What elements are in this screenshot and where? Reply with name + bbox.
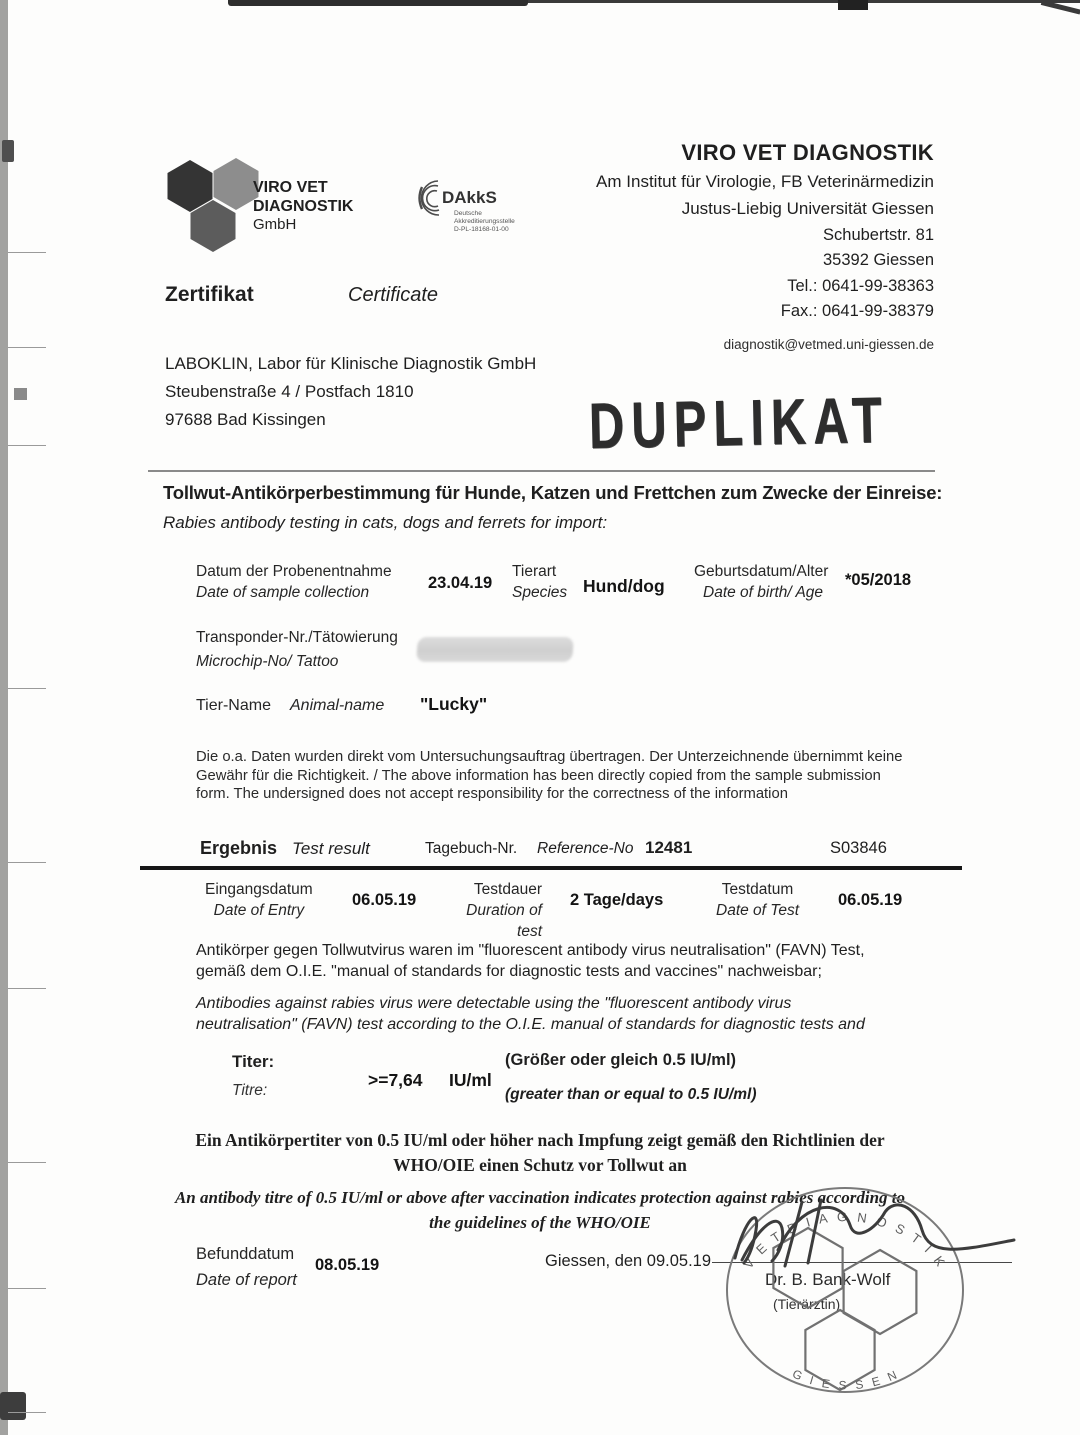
titer-threshold-en: (greater than or equal to 0.5 IU/ml) bbox=[505, 1086, 757, 1103]
logo-line2: DIAGNOSTIK bbox=[253, 198, 354, 216]
org-email: diagnostik@vetmed.uni-giessen.de bbox=[723, 337, 934, 352]
titer-threshold-de: (Größer oder gleich 0.5 IU/ml) bbox=[505, 1051, 737, 1069]
scan-left-edge bbox=[0, 0, 8, 1435]
testdate-label: Testdatum Date of Test bbox=[716, 881, 800, 919]
certificate-label-en: Certificate bbox=[348, 284, 439, 306]
viro-vet-hexagon-logo-icon bbox=[163, 158, 265, 270]
letterhead bbox=[596, 140, 934, 352]
titer-label-de: Titer: bbox=[232, 1052, 275, 1071]
birth-label: Geburtsdatum/Alter Date of birth/ Age bbox=[694, 563, 829, 601]
result-heading-de: Ergebnis bbox=[200, 838, 278, 858]
findings-en-line: neutralisation" (FAVN) test according to the O.I.E. manual of standards for diagnostic tests and bbox=[196, 1016, 865, 1034]
scan-tick bbox=[8, 347, 46, 348]
separator-line bbox=[148, 470, 935, 472]
recipient-address bbox=[165, 350, 536, 434]
svg-text:V E T D I A G N O S T I K: V E T D I A G N O S T I K bbox=[740, 1209, 950, 1272]
entry-value: 06.05.19 bbox=[352, 891, 417, 909]
org-street: Schubertstr. 81 bbox=[823, 226, 934, 244]
logo-text bbox=[253, 178, 353, 234]
dakks-logo-icon bbox=[408, 175, 558, 241]
scan-tick bbox=[8, 252, 46, 253]
statement-en-line: the guidelines of the WHO/OIE bbox=[429, 1212, 651, 1232]
findings-en-line: Antibodies against rabies virus were detectable using the "fluorescent antibody virus bbox=[196, 995, 792, 1012]
svg-text:G I E S S E N: G I E S S E N bbox=[790, 1366, 902, 1393]
recipient-line2: Steubenstraße 4 / Postfach 1810 bbox=[165, 382, 414, 402]
scan-tick bbox=[8, 1412, 46, 1413]
org-tel: Tel.: 0641-99-38363 bbox=[787, 277, 934, 295]
signature-line bbox=[712, 1262, 1012, 1263]
scan-artifact bbox=[0, 1392, 26, 1420]
statement-en-line: An antibody titre of 0.5 IU/ml or above after vaccination indicates protection against rabies according to bbox=[174, 1188, 906, 1207]
microchip-label: Transponder-Nr./Tätowierung Microchip-No/ Tattoo bbox=[196, 629, 398, 670]
result-divider bbox=[140, 866, 962, 870]
document-title-en: Rabies antibody testing in cats, dogs and ferrets for import: bbox=[163, 513, 608, 532]
svg-text:DAkkS: DAkkS bbox=[442, 188, 497, 207]
scan-artifact bbox=[14, 388, 27, 400]
svg-text:Deutsche: Deutsche bbox=[454, 210, 482, 217]
org-fax: Fax.: 0641-99-38379 bbox=[780, 302, 934, 320]
scan-tick bbox=[8, 1288, 46, 1289]
org-university: Justus-Liebig Universität Giessen bbox=[681, 199, 934, 218]
disclaimer-line: form. The undersigned does not accept responsibility for the correctness of the information bbox=[196, 786, 788, 803]
animal-name-label-de: Tier-Name bbox=[196, 697, 271, 714]
statement-de-line: WHO/OIE einen Schutz vor Tollwut an bbox=[393, 1155, 687, 1176]
result-heading-en: Test result bbox=[292, 839, 370, 858]
disclaimer bbox=[196, 748, 903, 804]
document-title-de: Tollwut-Antikörperbestimmung für Hunde, Katzen und Frettchen zum Zwecke der Einreise: bbox=[163, 482, 943, 503]
entry-label: Eingangsdatum Date of Entry bbox=[205, 881, 313, 919]
birth-value: *05/2018 bbox=[845, 571, 912, 589]
titer-value: >=7,64 bbox=[368, 1070, 423, 1090]
ref-label-en: Reference-No bbox=[537, 840, 634, 857]
svg-text:Akkreditierungsstelle: Akkreditierungsstelle bbox=[454, 218, 515, 225]
statement-de bbox=[140, 1128, 940, 1179]
ref-value: 12481 bbox=[645, 838, 693, 857]
sample-code: S03846 bbox=[830, 839, 887, 857]
scan-tick bbox=[8, 445, 46, 446]
collection-value: 23.04.19 bbox=[428, 574, 493, 592]
animal-name-label-en: Animal-name bbox=[290, 697, 385, 714]
animal-name-value: "Lucky" bbox=[420, 694, 488, 714]
report-date-label: Befunddatum Date of report bbox=[196, 1245, 297, 1290]
duplikat-stamp: DUPLIKAT bbox=[588, 385, 890, 463]
scan-top-blob bbox=[838, 0, 868, 10]
findings-de-line: Antikörper gegen Tollwutvirus waren im "fluorescent antibody virus neutralisation" (FAVN) Test, bbox=[196, 942, 865, 959]
disclaimer-line: Gewähr für die Richtigkeit. / The above information has been directly copied from the sample submission bbox=[196, 767, 881, 784]
recipient-line1: LABOKLIN, Labor für Klinische Diagnostik GmbH bbox=[165, 354, 537, 373]
findings-de bbox=[196, 940, 865, 982]
scan-tick bbox=[8, 988, 46, 989]
species-value: Hund/dog bbox=[583, 576, 665, 596]
recipient-line3: 97688 Bad Kissingen bbox=[165, 410, 326, 430]
duration-value: 2 Tage/days bbox=[570, 891, 664, 909]
testdate-value: 06.05.19 bbox=[838, 891, 903, 909]
collection-label: Datum der Probenentnahme Date of sample collection bbox=[196, 563, 392, 601]
place-date: Giessen, den 09.05.19 bbox=[545, 1252, 712, 1270]
scan-tick bbox=[8, 862, 46, 863]
signer-title: (Tierärztin) bbox=[773, 1296, 841, 1312]
statement-en bbox=[140, 1186, 940, 1235]
titer-unit: IU/ml bbox=[449, 1070, 492, 1090]
scan-top-edge-thick bbox=[228, 0, 528, 6]
statement-de-line: Ein Antikörpertiter von 0.5 IU/ml oder höher nach Impfung zeigt gemäß den Richtlinien der bbox=[195, 1130, 885, 1150]
certificate-label-de: Zertifikat bbox=[165, 283, 254, 306]
species-label: Tierart Species bbox=[512, 563, 568, 601]
ref-label-de: Tagebuch-Nr. bbox=[425, 840, 518, 857]
findings-de-line: gemäß dem O.I.E. "manual of standards for diagnostic tests and vaccines" nachweisbar; bbox=[196, 963, 822, 981]
logo-line1: VIRO VET bbox=[253, 179, 328, 196]
logo-line3: GmbH bbox=[253, 216, 297, 234]
signer-name: Dr. B. Bank-Wolf bbox=[765, 1270, 891, 1289]
microchip-redacted-value bbox=[416, 637, 574, 662]
svg-text:D-PL-18168-01-00: D-PL-18168-01-00 bbox=[454, 226, 509, 233]
org-city: 35392 Giessen bbox=[823, 251, 934, 269]
titer-label-en: Titre: bbox=[232, 1082, 268, 1099]
report-date-value: 08.05.19 bbox=[315, 1256, 380, 1274]
org-name: VIRO VET DIAGNOSTIK bbox=[681, 140, 934, 165]
disclaimer-line: Die o.a. Daten wurden direkt vom Untersuchungsauftrag übertragen. Der Unterzeichnende übernimmt keine bbox=[196, 749, 903, 765]
duration-label: Testdauer Duration of test bbox=[466, 881, 542, 940]
scan-artifact bbox=[2, 140, 14, 162]
scan-tick bbox=[8, 688, 46, 689]
findings-en bbox=[196, 993, 865, 1035]
scan-tick bbox=[8, 1162, 46, 1163]
org-institute: Am Institut für Virologie, FB Veterinärmedizin bbox=[596, 172, 934, 191]
